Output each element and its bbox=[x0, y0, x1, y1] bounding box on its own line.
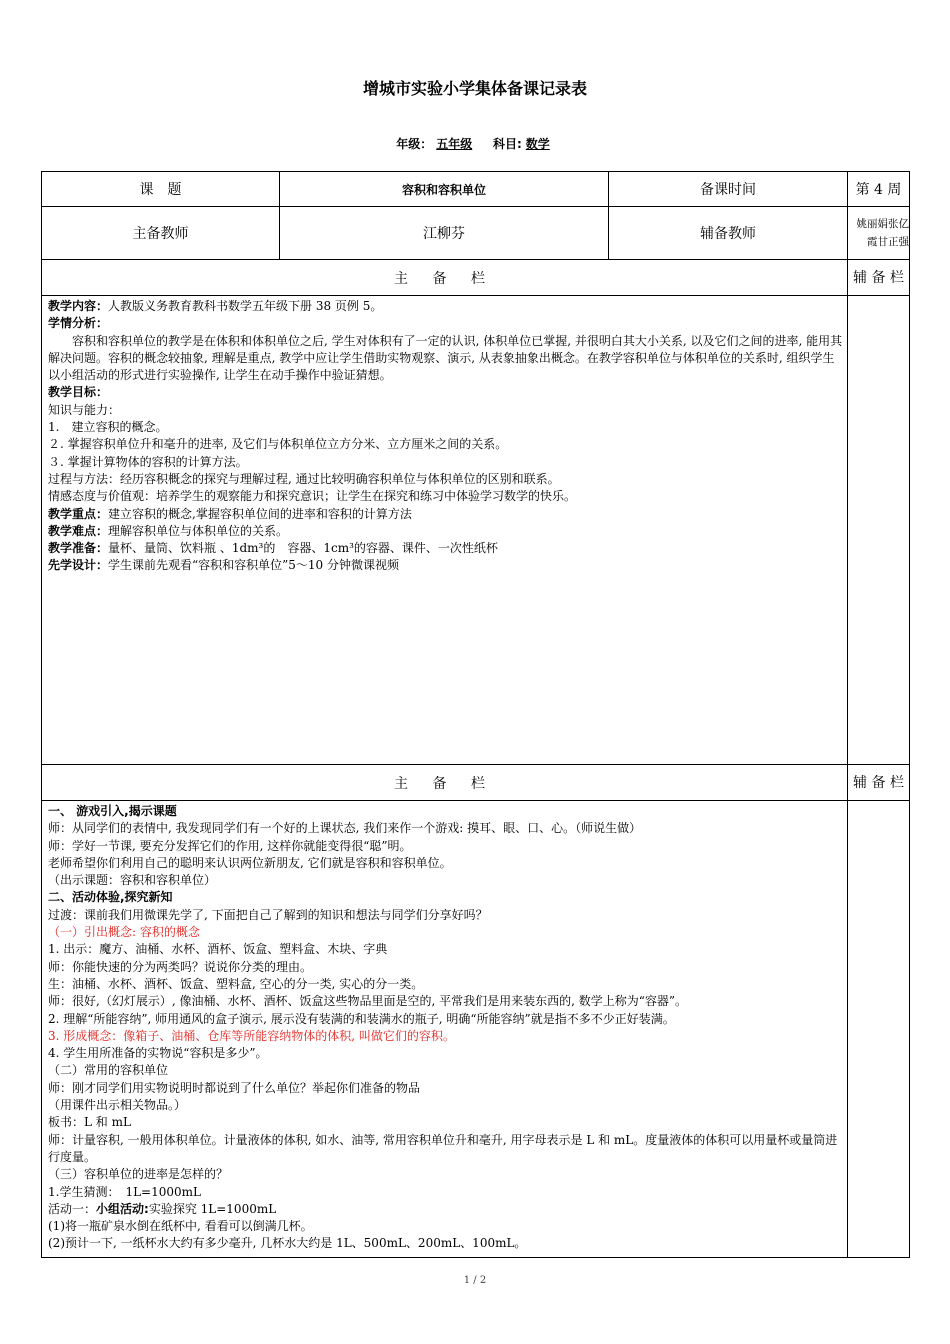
page-title: 增城市实验小学集体备课记录表 bbox=[362, 79, 587, 98]
page-number: 1 / 2 bbox=[463, 1275, 487, 1286]
main-section-header: 主 备 栏 bbox=[42, 260, 848, 296]
aux-section-header-2: 辅 备 栏 bbox=[848, 765, 910, 801]
assist-teacher-label-cell: 辅备教师 bbox=[609, 207, 848, 260]
topic-label-cell: 课 题 bbox=[42, 172, 280, 207]
grade-subject-line bbox=[0, 135, 950, 152]
main-teacher-label-cell: 主备教师 bbox=[42, 207, 280, 260]
main-section-header-2: 主 备 栏 bbox=[42, 765, 848, 801]
grade-value: 五年级 bbox=[436, 137, 473, 151]
aux-section-content-1 bbox=[848, 296, 910, 765]
main-teacher-value-cell: 江柳芬 bbox=[280, 207, 609, 260]
subject-label: 科目: bbox=[492, 137, 522, 151]
aux-section-content-2 bbox=[848, 801, 910, 1258]
grade-label: 年级： bbox=[396, 137, 433, 151]
prep-time-label-cell: 备课时间 bbox=[609, 172, 848, 207]
main-section-content-1: 教学内容：人教版义务教育教科书数学五年级下册 38 页例 5。 学情分析： 容积和容积单位的教学是在体积和体积单位之后, 学生对体积有了一定的认识, 体积单位已掌握, 并很明白其大小关系, 以及它们之间的进率, 能用其解决问题。容积的概念较抽象, 理解是重点, 教学中应让学生借助实物观察、演示, 从表象抽象出概念。在教学容积单位与体积单位的关系时, 组织学生以小组活动的形式进行实验操作, 让学生在动手操作中验证猜想。 教学目标： 知识与能力： 1. 建立容积的概念。 ２. 掌握容积单位升和毫升的进率, 及它们与体积单位立方分米、立方厘米之间的关系。 ３. 掌握计算物体的容积的计算方法。 过程与方法：经历容积概念的探究与理解过程, 通过比较明确容积单位与体积单位的区别和联系。 情感态度与价值观：培养学生的观察能力和探究意识；让学生在探究和练习中体验学习数学的快乐。 教学重点：建立容积的概念,掌握容积单位间的进率和容积的计算方法 教学难点：理解容积单位与体积单位的关系。 教学准备：量杯、量筒、饮料瓶 、1dm³的 容器、1cm³的容器、课件、一次性纸杯 先学设计：学生课前先观看“容积和容积单位”5～10 分钟微课视频 bbox=[42, 296, 848, 765]
aux-section-header: 辅 备 栏 bbox=[848, 260, 910, 296]
assist-teacher-value-cell: 姚丽娟张亿霞甘正强 bbox=[848, 207, 910, 260]
topic-value-cell: 容积和容积单位 bbox=[280, 172, 609, 207]
prep-time-value-cell: 第 4 周 bbox=[848, 172, 910, 207]
main-section-content-2: 一、 游戏引入,揭示课题 师：从同学们的表情中, 我发现同学们有一个好的上课状态, 我们来作一个游戏: 摸耳、眼、口、心。（师说生做） 师：学好一节课, 要充分发挥它们的作用, 这样你就能变得很“聪”明。 老师希望你们利用自己的聪明来认识两位新朋友, 它们就是容积和容积单位。 （出示课题：容积和容积单位） 二、活动体验,探究新知 过渡：课前我们用微课先学了, 下面把自己了解到的知识和想法与同学们分享好吗？ （一）引出概念: 容积的概念 1. 出示：魔方、油桶、水杯、酒杯、饭盒、塑料盒、木块、字典 师：你能快速的分为两类吗？说说你分类的理由。 生：油桶、水杯、酒杯、饭盒、塑料盒, 空心的分一类, 实心的分一类。 师：很好,（幻灯展示）, 像油桶、水杯、酒杯、饭盒这些物品里面是空的, 平常我们是用来装东西的, 数学上称为“容器”。 2. 理解“所能容纳”, 师用通风的盒子演示, 展示没有装满的和装满水的瓶子, 明确“所能容纳”就是指不多不少正好装满。 3. 形成概念：像箱子、油桶、仓库等所能容纳物体的体积, 叫做它们的容积。 4. 学生用所准备的实物说“容积是多少”。 （二）常用的容积单位 师：刚才同学们用实物说明时都说到了什么单位？举起你们准备的物品 （用课件出示相关物品。） 板书：L 和 mL 师：计量容积, 一般用体积单位。计量液体的体积, 如水、油等, 常用容积单位升和毫升, 用字母表示是 L 和 mL。度量液体的体积可以用量杯或量筒进行度量。 （三）容积单位的进率是怎样的？ 1.学生猜测： 1L=1000mL 活动一：小组活动:实验探究 1L=1000mL (1)将一瓶矿泉水倒在纸杯中, 看看可以倒满几杯。 (2)预计一下, 一纸杯水大约有多少毫升, 几杯水大约是 1L、500mL、200mL、100mL。 bbox=[42, 801, 848, 1258]
subject-value: 数学 bbox=[525, 137, 550, 151]
lesson-record-table bbox=[41, 171, 910, 1258]
